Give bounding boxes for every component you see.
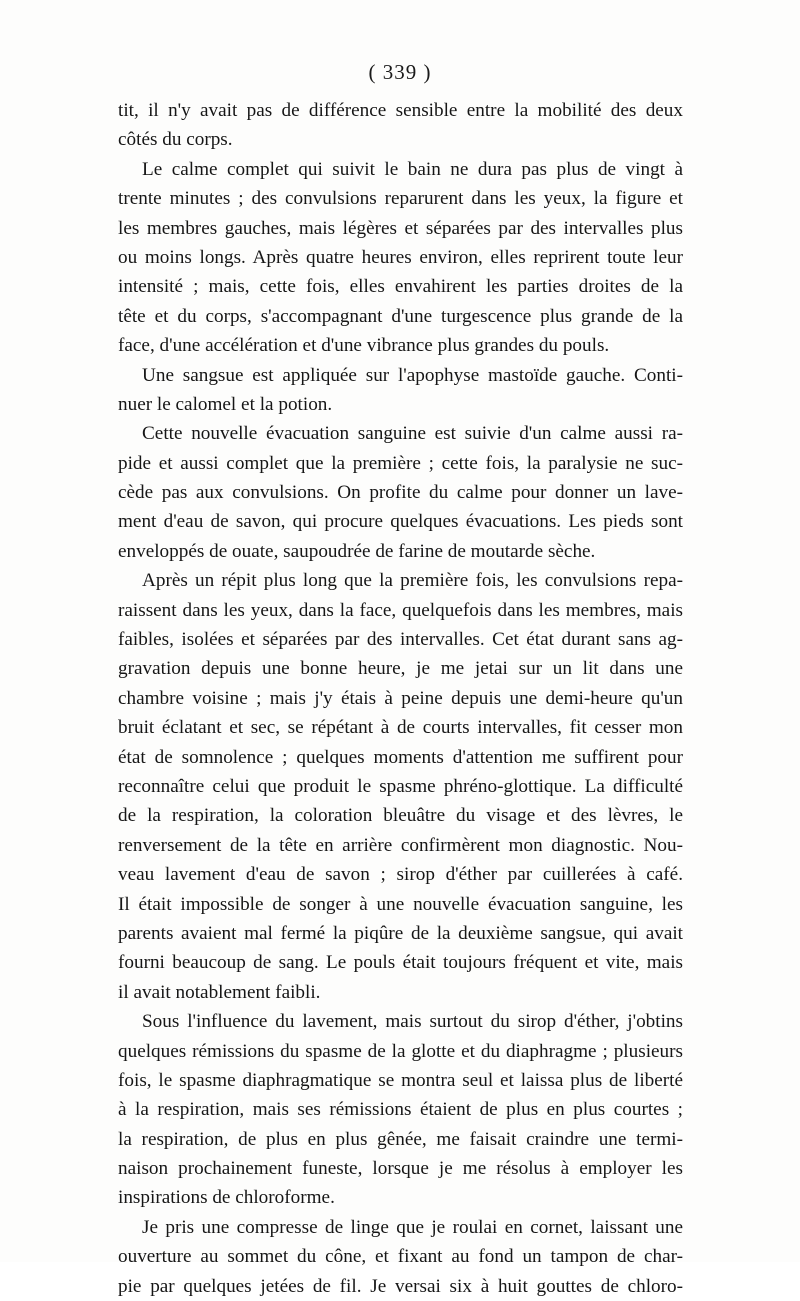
text-line: pide et aussi complet que la première ; cette fois, la paralysie ne suc- bbox=[118, 452, 683, 474]
text-line: Je pris une compresse de linge que je roulai en cornet, laissant une bbox=[142, 1216, 683, 1238]
text-line: Il était impossible de songer à une nouvelle évacuation sanguine, les bbox=[118, 893, 683, 915]
text-line: intensité ; mais, cette fois, elles envahirent les parties droites de la bbox=[118, 276, 683, 298]
text-line: nuer le calomel et la potion. bbox=[118, 393, 333, 415]
text-line: trente minutes ; des convulsions reparurent dans les yeux, la figure et bbox=[118, 188, 683, 210]
text-line: Cette nouvelle évacuation sanguine est suivie d'un calme aussi ra- bbox=[142, 423, 683, 445]
text-line: cède pas aux convulsions. On profite du calme pour donner un lave- bbox=[118, 482, 683, 504]
text-line: chambre voisine ; mais j'y étais à peine depuis une demi-heure qu'un bbox=[118, 687, 683, 709]
text-line: il avait notablement faibli. bbox=[118, 981, 321, 1003]
text-line: la respiration, de plus en plus gênée, me faisait craindre une termi- bbox=[118, 1128, 683, 1150]
text-line: gravation depuis une bonne heure, je me jetai sur un lit dans une bbox=[118, 658, 683, 680]
text-line: enveloppés de ouate, saupoudrée de farine de moutarde sèche. bbox=[118, 540, 596, 562]
text-line: ou moins longs. Après quatre heures environ, elles reprirent toute leur bbox=[118, 246, 683, 268]
text-line: renversement de la tête en arrière confirmèrent mon diagnostic. Nou- bbox=[118, 834, 683, 856]
text-line: pie par quelques jetées de fil. Je versai six à huit gouttes de chloro- bbox=[118, 1275, 683, 1297]
text-line: ouverture au sommet du cône, et fixant au fond un tampon de char- bbox=[118, 1246, 683, 1268]
text-line: ment d'eau de savon, qui procure quelques évacuations. Les pieds sont bbox=[118, 511, 683, 533]
text-line: Sous l'influence du lavement, mais surtout du sirop d'éther, j'obtins bbox=[142, 1011, 683, 1033]
text-line: Une sangsue est appliquée sur l'apophyse mastoïde gauche. Conti- bbox=[142, 364, 683, 386]
text-line: fourni beaucoup de sang. Le pouls était toujours fréquent et vite, mais bbox=[118, 952, 683, 974]
text-line: Après un répit plus long que la première fois, les convulsions repa- bbox=[142, 570, 683, 592]
text-line: les membres gauches, mais légères et séparées par des intervalles plus bbox=[118, 217, 683, 239]
text-line: à la respiration, mais ses rémissions étaient de plus en plus courtes ; bbox=[118, 1099, 683, 1121]
body-text bbox=[118, 96, 683, 1301]
text-line: faibles, isolées et séparées par des intervalles. Cet état durant sans ag- bbox=[118, 629, 683, 651]
text-line: tit, il n'y avait pas de différence sensible entre la mobilité des deux bbox=[118, 100, 683, 121]
text-line: inspirations de chloroforme. bbox=[118, 1187, 335, 1209]
text-line: veau lavement d'eau de savon ; sirop d'éther par cuillerées à café. bbox=[118, 864, 683, 886]
text-line: raissent dans les yeux, dans la face, quelquefois dans les membres, mais bbox=[118, 599, 683, 621]
text-line: côtés du corps. bbox=[118, 129, 233, 151]
page-number: ( 339 ) bbox=[368, 60, 432, 84]
text-line: de la respiration, la coloration bleuâtre du visage et des lèvres, le bbox=[118, 805, 683, 827]
text-line: tête et du corps, s'accompagnant d'une turgescence plus grande de la bbox=[118, 305, 683, 327]
text-line: naison prochainement funeste, lorsque je me résolus à employer les bbox=[118, 1158, 683, 1180]
text-line: Le calme complet qui suivit le bain ne dura pas plus de vingt à bbox=[142, 158, 683, 180]
text-line: parents avaient mal fermé la piqûre de la deuxième sangsue, qui avait bbox=[118, 922, 683, 944]
text-line: état de somnolence ; quelques moments d'attention me suffirent pour bbox=[118, 746, 683, 768]
text-line: fois, le spasme diaphragmatique se montra seul et laissa plus de liberté bbox=[118, 1069, 683, 1091]
text-line: reconnaître celui que produit le spasme phréno-glottique. La difficulté bbox=[118, 775, 683, 797]
text-line: bruit éclatant et sec, se répétant à de courts intervalles, fit cesser mon bbox=[118, 717, 683, 739]
text-line: face, d'une accélération et d'une vibrance plus grandes du pouls. bbox=[118, 335, 610, 357]
text-line: quelques rémissions du spasme de la glotte et du diaphragme ; plusieurs bbox=[118, 1040, 683, 1062]
